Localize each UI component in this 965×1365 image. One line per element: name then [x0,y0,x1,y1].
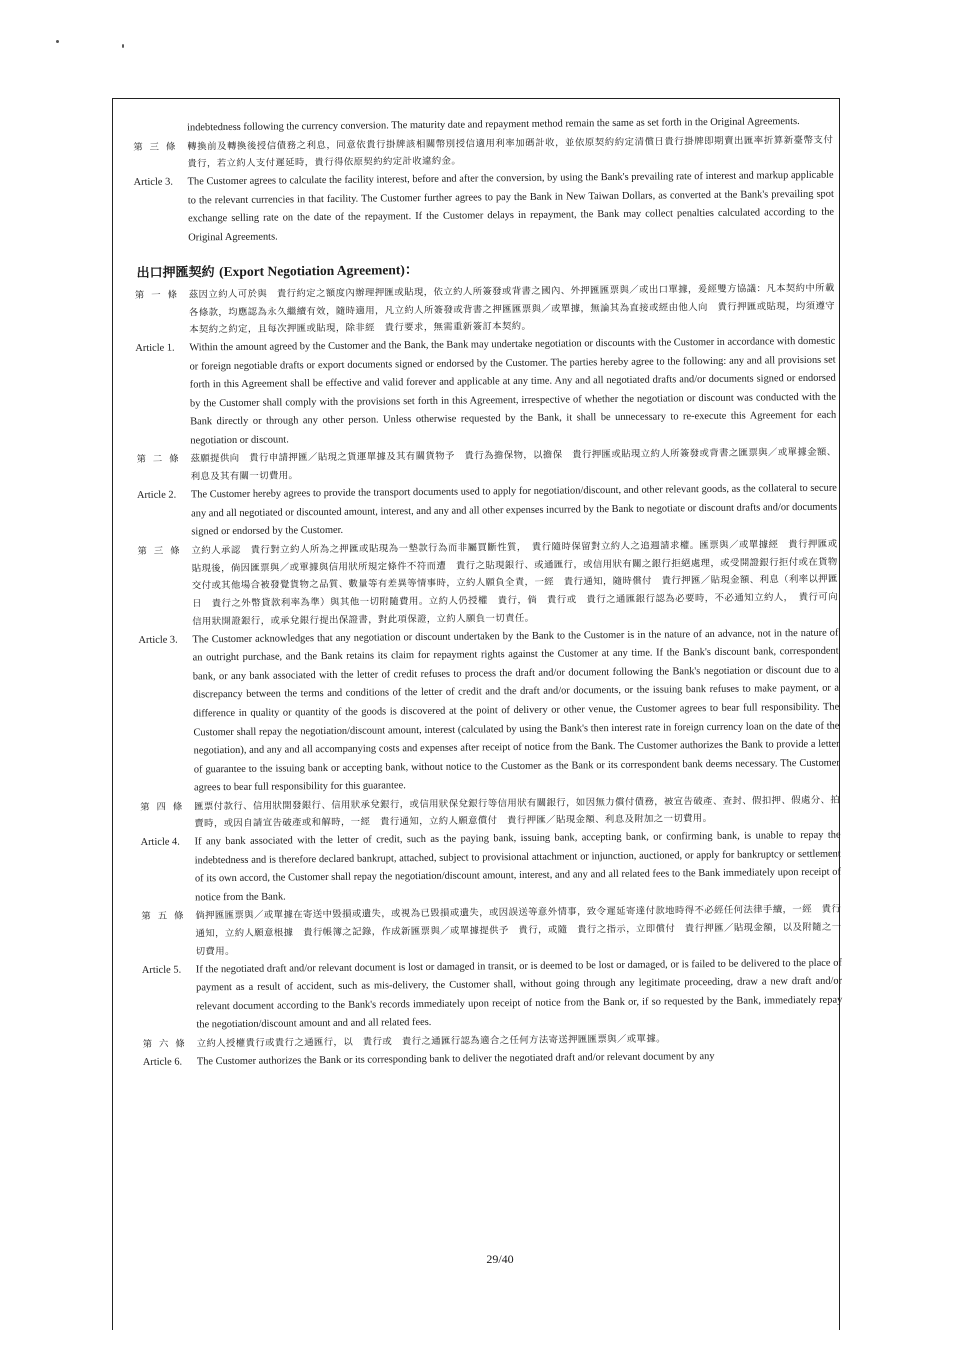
article-label-zh: 第 一 條 [134,289,179,301]
article-label-zh: 第 二 條 [136,453,181,466]
document-body [133,113,843,1073]
article-label-en: Article 1. [135,342,175,355]
section-title-zh: 出口押匯契約 [136,265,215,282]
article-label-zh: 第 五 條 [141,910,186,923]
article-text-en: Within the amount agreed by the Customer and the Bank, the Bank may undertake negotiation or discounts with the Customer in accordance with domestic or foreign negotiable drafts or export documents signed or endorsed by the Customer. The parties hereby agree to the following: any and all provisions set forth in this Agreement shall be effective and valid forever and applicable at any time. Any and all negotiated drafts and/or documents signed or endorsed by the Customer shall comply with the provisions set forth in this Agreement, irrespective of whether the negotiation or discount was conducted with the Bank directly or through any other person. Unless otherwise requested by the Bank, it shall be unnecessary to re-execute this Agreement for each negotiation or discount. [189,335,837,447]
article-zh [141,901,842,962]
article-label-zh: 第 六 條 [142,1038,187,1050]
article-label-zh: 第 三 條 [137,545,182,557]
article-en [138,625,840,799]
page-number: 29/40 [486,1252,514,1266]
scan-speck [56,40,59,43]
article-list [135,279,843,1072]
article-en [137,480,838,543]
article-text-zh: 立約人授權貴行或貴行之通匯行，以 貴行或 貴行之通匯行認為適合之任何方法寄送押匯匯票與／或單據。 [196,1033,666,1050]
scan-speck [122,44,124,48]
article-en [142,955,843,1036]
article-text-zh: 茲因立約人可於與 貴行約定之額度內辦理押匯或貼現，依立約人所簽發或背書之國內、外押匯匯票與／或出口單據，爰經雙方協議：凡本契約中所載各條款，均應認為永久繼續有效，隨時適用，凡立約人所簽發或背書之押匯匯票與／或單據，無論其為直接或經由他人向 貴行押匯或貼現，均須遵守本契約之約定，且每次押匯或貼現，除非經 貴行要求，無需重新簽訂本契約。 [188,282,836,336]
article-label-zh: 第 四 條 [140,801,185,813]
prev-article-3-en [134,167,835,248]
article-en [135,333,836,451]
article-text-en: If the negotiated draft and/or relevant document is lost or damaged in transit, or is deemed to be lost or damaged, or is failed to be delivered to the place of payment as a result of accident, such as mis-delivery, the Customer shall, without going through any legitimate proceeding, draw a new draft and/or relevant document according to the Bank's records immediately upon receipt of notice from the Bank or, if so requested by the Bank, immediately repay the negotiation/discount amount and and all related fees. [195,957,843,1031]
article-en [140,827,841,908]
article-text-en: The Customer hereby agrees to provide the transport documents used to apply for negotiation/discount, and other relevant goods, as the collateral to secure any and all negotiated or discounted amount, interest, and any and all other expenses incurred by the Bank to negotiate or discount drafts and/or documents signed or endorsed by the Customer. [190,482,838,538]
article-label-en: Article 5. [141,964,182,976]
article-text-zh: 倘押匯匯票與／或單據在寄送中毀損或遺失，或視為已毀損或遺失，或因誤送等意外情事，致令遲延寄達付款地時得不必經任何法律手續，一經 貴行通知，立約人願意根據 貴行帳簿之記錄，作成新匯票與／或單據提供予 貴行，或隨 貴行之指示，立即償付 貴行押匯／貼現金額，以及附隨之一切費用。 [195,903,842,958]
article-text-zh: 轉換前及轉換後授信債務之利息，同意依貴行掛牌該相關幣別授信適用利率加碼計收，並依原契約約定清償日貴行掛牌即期賣出匯率折算新臺幣支付 貴行，若立約人支付遲延時，貴行得依原契約約定計收違約金。 [187,134,844,170]
article-text-en: The Customer authorizes the Bank or its corresponding bank to deliver the negotiated draft and/or relevant document by any [196,1050,715,1068]
article-text-en: The Customer agrees to calculate the facility interest, before and after the conversion, by using the Bank's prevailing rate of interest and markup applicable to the relevant currencies in that facility. The Customer further agrees to pay the Bank in New Taiwan Dollars, as converted at the Bank's prevailing spot exchange selling rate on the date of the repayment. If the Customer delays in repayment, the Bank may collect penalties calculated according to the Original Agreements. [187,169,835,244]
article-text-zh: 匯票付款行、信用狀開發銀行、信用狀承兌銀行，或信用狀保兌銀行等信用狀有關銀行，如因無力償付債務，被宣告破產、查封、假扣押、假處分、拍賣時，或因自請宣告破產或和解時，一經 貴行通知，立約人願意償付 貴行押匯／貼現金額、利息及附加之一切費用。 [194,794,841,830]
article-label-en: Article 3. [138,634,178,646]
article-label-en: Article 2. [136,489,177,502]
article-label-en: Article 4. [140,836,180,849]
article-text-en: The Customer acknowledges that any negotiation or discount undertaken by the Bank to the Customer is in the nature of an advance, not in the nature of an outright purchase, and the Bank retains its claim for repayment rights against the Customer at any time. If the Bank's discount bank, correspondent bank, or any bank associated with the letter of credit refuses to process the draft and/or document following the Bank's negotiation or discount due to a discrepancy between the terms and conditions of the letter of credit and the draft and/or documents, or the issuing bank refuses to make payment, or a difference in quality or quantity of the goods is discovered at the point of delivery or other venue, the Customer agrees to bear full responsibility. The Customer shall repay the negotiation/discount amount, interest (calculated by using the Bank's then interest rate in foreign currency loan on the date of the negotiation), and any and all accompanying costs and expenses after receipt of notice from the Bank. The Customer authorizes the Bank to provide a letter of guarantee to the issuing bank or accepting bank, without notice to the Customer as the Bank or its correspondent bank deems necessary. The Customer agrees to bear full responsibility for this guarantee. [192,627,840,794]
scan-artifacts [0,0,965,80]
article-zh [135,279,836,340]
continuation-text: indebtedness following the currency conversion. The maturity date and repayment method remain the same as set forth in the Original Agreements. [187,116,800,134]
article-label-en: Article 6. [142,1056,183,1068]
article-label-zh: 第 三 條 [133,141,178,153]
section-title-en: (Export Negotiation Agreement)： [219,262,419,280]
article-text-en: If any bank associated with the letter of credit, such as the paying bank, issuing bank, accepting bank, or confirming bank, is unable to repay the indebtedness and is therefore declared bankrupt, attached, subject to provisional attachment or injunction, auctioned, or apply for bankruptcy or settlement of its own accord, the Customer shall repay the negotiation/discount amount, interest, and any and all related fees to the Bank immediately upon receipt of notice from the Bank. [194,829,841,904]
article-zh [137,535,838,632]
article-label-en: Article 3. [133,176,173,189]
article-text-zh: 茲願提供向 貴行申請押匯／貼現之貨運單據及其有關貨物予 貴行為擔保物，以擔保 貴行押匯或貼現立約人所簽發或背書之匯票與／或單據金額、利息及其有關一切費用。 [190,447,837,483]
article-text-zh: 立約人承認 貴行對立約人所為之押匯或貼現為一墊款行為而非屬買斷性質， 貴行隨時保留對立約人之追週請求權。匯票與／或單據經 貴行押匯或貼現後，倘因匯票與／或單據與信用狀所規定條件不符而遭 貴行之貼現銀行、或通匯行，或信用狀有關之銀行拒絕處理，或受開證銀行拒付或在貨物交付或其他場合被發覺貨物之品質、數量等有差異等情事時，立約人願負全責，一經 貴行通知，隨時償付 貴行押匯／貼現金額、利息（利率以押匯日 貴行之外幣貸款利率為準）與其他一切附隨費用。立約人仍授權 貴行，倘 貴行或 貴行之通匯銀行認為必要時，不必通知立約人， 貴行可向信用狀開證銀行，或承兌銀行提出保證書，對此項保證，立約人願負一切責任。 [191,538,839,628]
